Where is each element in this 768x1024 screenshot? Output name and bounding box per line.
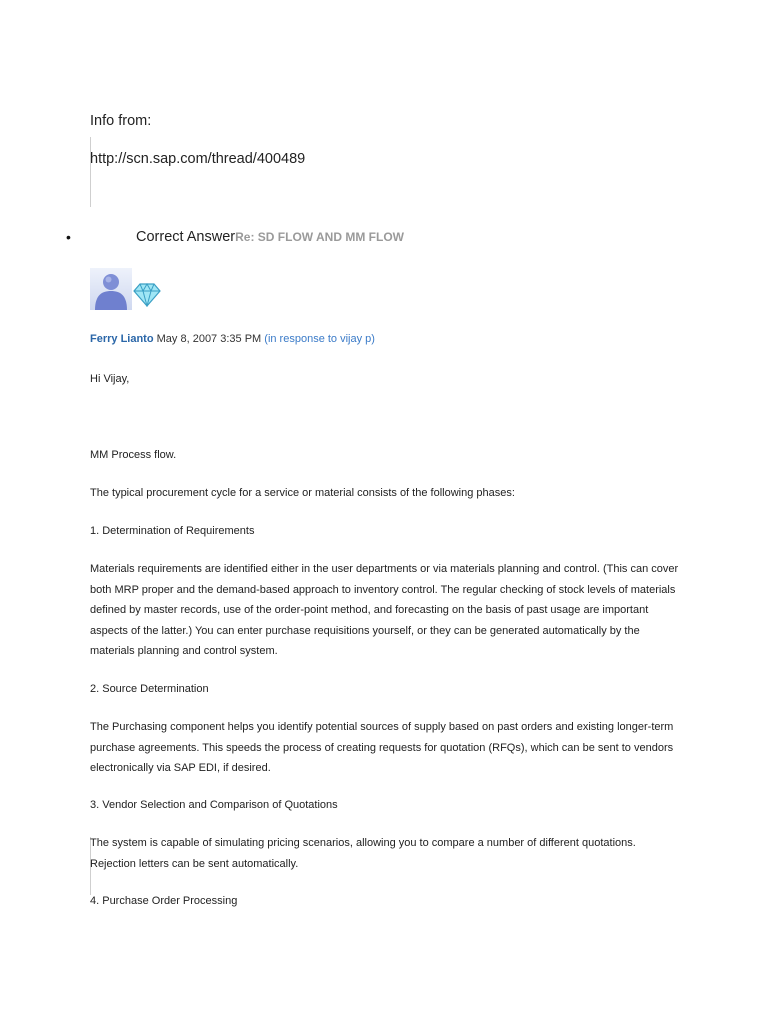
post-timestamp: May 8, 2007 3:35 PM (156, 333, 262, 345)
step-4-title: 4. Purchase Order Processing (90, 895, 238, 907)
step-2-text: The Purchasing component helps you identify potential sources of supply based on past orders and existing longer-term purchase agreements. This speeds the process of creating requests for quotation (RFQs), which can be sent to vendors electronically via SAP EDI, if desired. (90, 721, 674, 774)
list-bullet: • (66, 229, 71, 245)
section-heading: MM Process flow. (90, 449, 177, 461)
step-2-title: 2. Source Determination (90, 683, 209, 695)
reply-title: Re: SD FLOW AND MM FLOW (235, 230, 404, 244)
step-3-title: 3. Vendor Selection and Comparison of Quotations (90, 799, 338, 811)
in-response-to-link[interactable]: in response to vijay p (267, 333, 372, 345)
user-avatar-icon[interactable] (90, 268, 132, 310)
step-3-text: The system is capable of simulating pricing scenarios, allowing you to compare a number of different quotations. Rejection letters can be sent automatically. (90, 837, 636, 870)
response-close: ) (371, 333, 375, 345)
step-1-text: Materials requirements are identified either in the user departments or via materials planning and control. (This can cover both MRP proper and the demand-based approach to inventory control. The regular checking of stock levels of materials defined by master records, use of the order-point method, and forecasting on the basis of past usage are important aspects of the latter.) You can enter purchase requisitions yourself, or they can be generated automatically by the materials planning and control system. (90, 563, 679, 657)
answer-header (136, 228, 404, 246)
info-from-label: Info from: (90, 113, 152, 129)
response-open: ( (264, 333, 268, 345)
step-1-title: 1. Determination of Requirements (90, 525, 255, 537)
quote-divider (90, 137, 91, 207)
intro-text: The typical procurement cycle for a service or material consists of the following phases: (90, 487, 515, 499)
diamond-icon (133, 281, 161, 307)
thread-url-text: http://scn.sap.com/thread/400489 (90, 151, 306, 167)
correct-answer-label: Correct Answer (136, 229, 236, 245)
post-meta (90, 333, 375, 345)
greeting-text: Hi Vijay, (90, 373, 130, 385)
author-link[interactable]: Ferry Lianto (90, 333, 154, 345)
